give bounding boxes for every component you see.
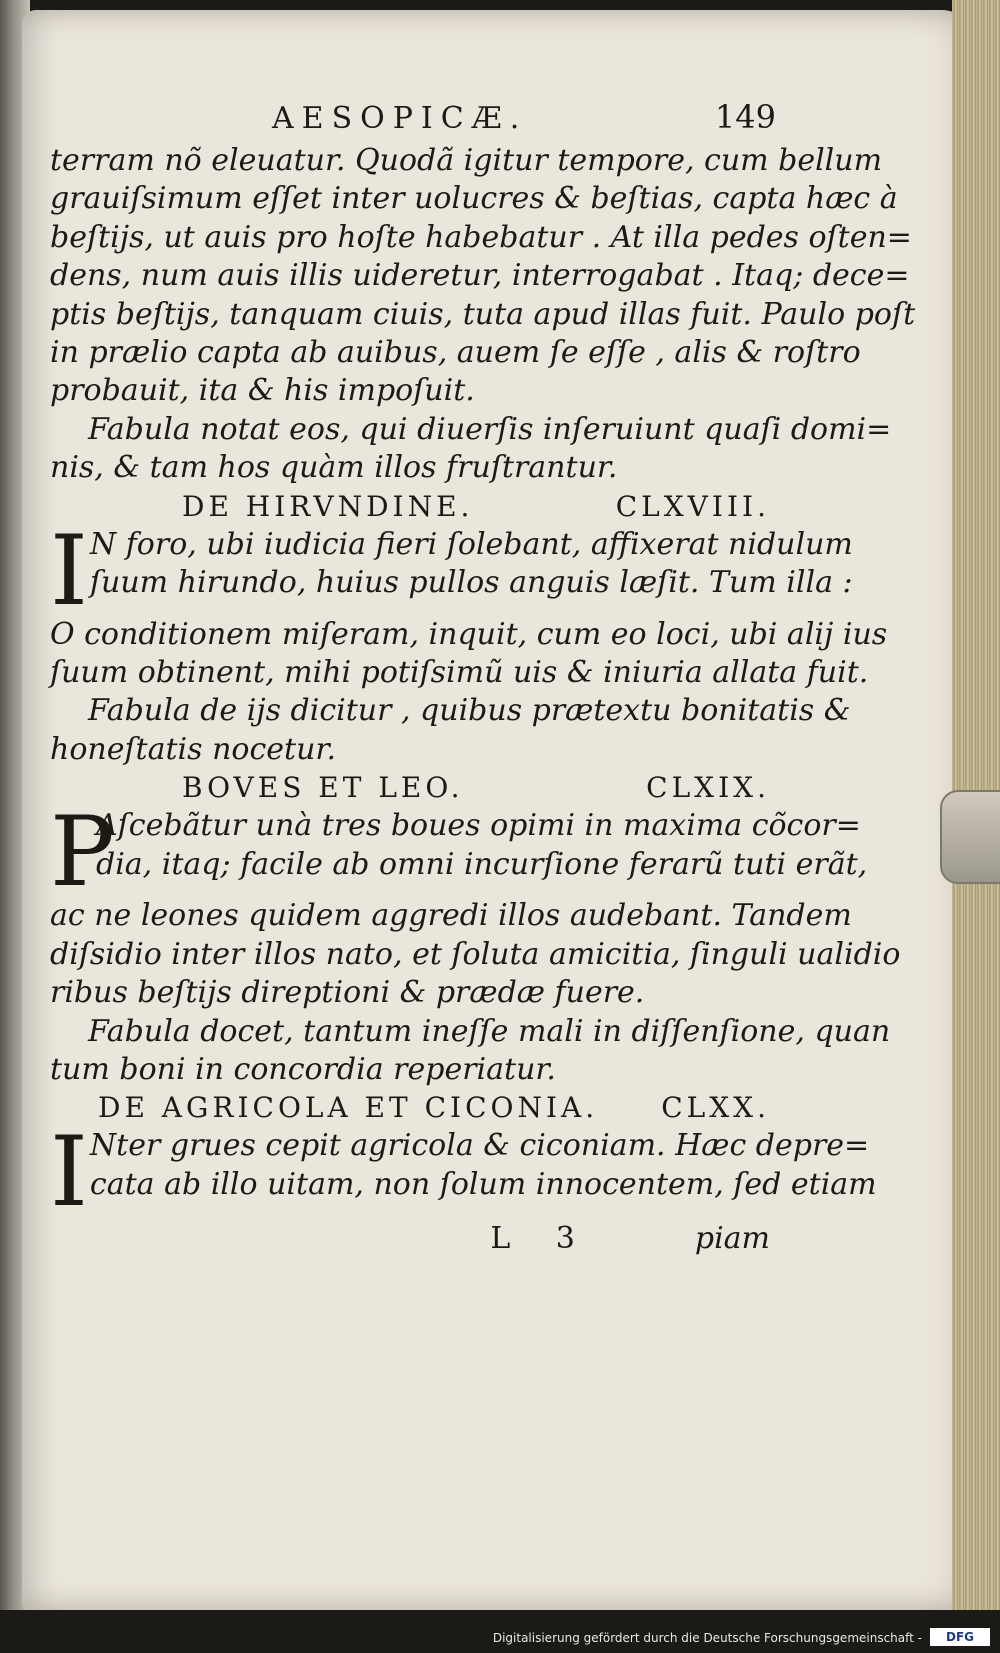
fable-body [50,514,853,627]
text-line: beſtijs, ut auis pro hoſte habebatur . At illa pedes oſten= [50,219,912,255]
text-line: tum boni in concordia reperiatur. [50,1051,556,1087]
page-number: 149 [714,98,776,136]
fable-moral [50,411,892,488]
text-line: probauit, ita & his impoſuit. [50,373,475,409]
fable-title [50,1089,770,1127]
drop-initial: P [50,796,115,909]
page-header [50,98,776,142]
fable-number: CLXVIII. [615,489,770,523]
text-line: ſuum hirundo, huius pullos anguis læſit. Tum illa : [89,565,853,601]
fable-title [50,769,770,807]
book-clasp [940,790,1000,884]
text-line: ribus beſtijs direptioni & prædæ fuere. [50,975,645,1011]
text-line: ſuum obtinent, mihi potiſsimũ uis & iniuria allata fuit. [50,655,869,691]
running-title: AESOPICÆ. [272,101,528,136]
text-line: grauiſsimum eſſet inter uolucres & beſtias, capta hæc à [50,181,898,217]
text-line: Fabula docet, tantum ineſſe mali in diſſenſione, quan [88,1013,891,1049]
page-text [50,98,916,1259]
text-line: in prælio capta ab auibus, auem ſe eſſe , alis & roſtro [50,335,861,371]
text-line: Nter grues cepit agricola & ciconiam. Hæc depre= [89,1128,870,1164]
drop-initial: I [50,1116,88,1229]
text-line: Fabula notat eos, qui diuerſis inſeruiunt quaſi domi= [88,411,892,447]
text-line: terram nõ eleuatur. Quodã igitur tempore, cum bellum [50,143,883,178]
text-line: ptis beſtijs, tanquam ciuis, tuta apud illas fuit. Paulo poſt [50,296,916,332]
fable-continuation [50,142,916,411]
drop-initial: I [50,514,88,627]
fable-title-text: DE AGRICOLA ET CICONIA. [98,1091,599,1125]
fable-body [50,796,868,909]
text-line: dia, itaq; facile ab omni incurſione ferarũ tuti erãt, [96,846,868,882]
text-line: honeſtatis nocetur. [50,731,336,767]
text-line: ac ne leones quidem aggredi illos audebant. Tandem [50,898,852,934]
signature-mark: L 3 [490,1221,593,1257]
page-footer [50,1219,770,1259]
text-line: dens, num auis illis uideretur, interrogabat . Itaq; dece= [50,258,910,294]
fable-title-text: DE HIRVNDINE. [182,489,474,523]
text-line: N foro, ubi iudicia fieri ſolebant, affixerat nidulum [89,526,853,562]
fable-title [50,488,770,526]
fable-number: CLXIX. [646,771,770,805]
fable-number: CLXX. [661,1091,770,1125]
fable-body [50,1116,877,1229]
fable-title-text: BOVES ET LEO. [182,771,464,805]
catchword: piam [694,1221,770,1257]
text-line: diſsidio inter illos nato, et ſoluta amicitia, ſinguli ualidio [50,936,901,972]
digitization-credit: Digitalisierung gefördert durch die Deutsche Forschungsgemeinschaft - [492,1631,922,1645]
text-line: O conditionem miſeram, inquit, cum eo loci, ubi alij ius [50,616,888,652]
text-line: Aſcebãtur unà tres boues opimi in maxima cõcor= [96,808,861,844]
text-line: nis, & tam hos quàm illos fruſtrantur. [50,450,618,486]
text-line: Fabula de ijs dicitur , quibus prætextu bonitatis & [88,693,851,729]
dfg-logo: DFG [930,1628,990,1646]
text-line: cata ab illo uitam, non ſolum innocentem, ſed etiam [89,1166,877,1202]
